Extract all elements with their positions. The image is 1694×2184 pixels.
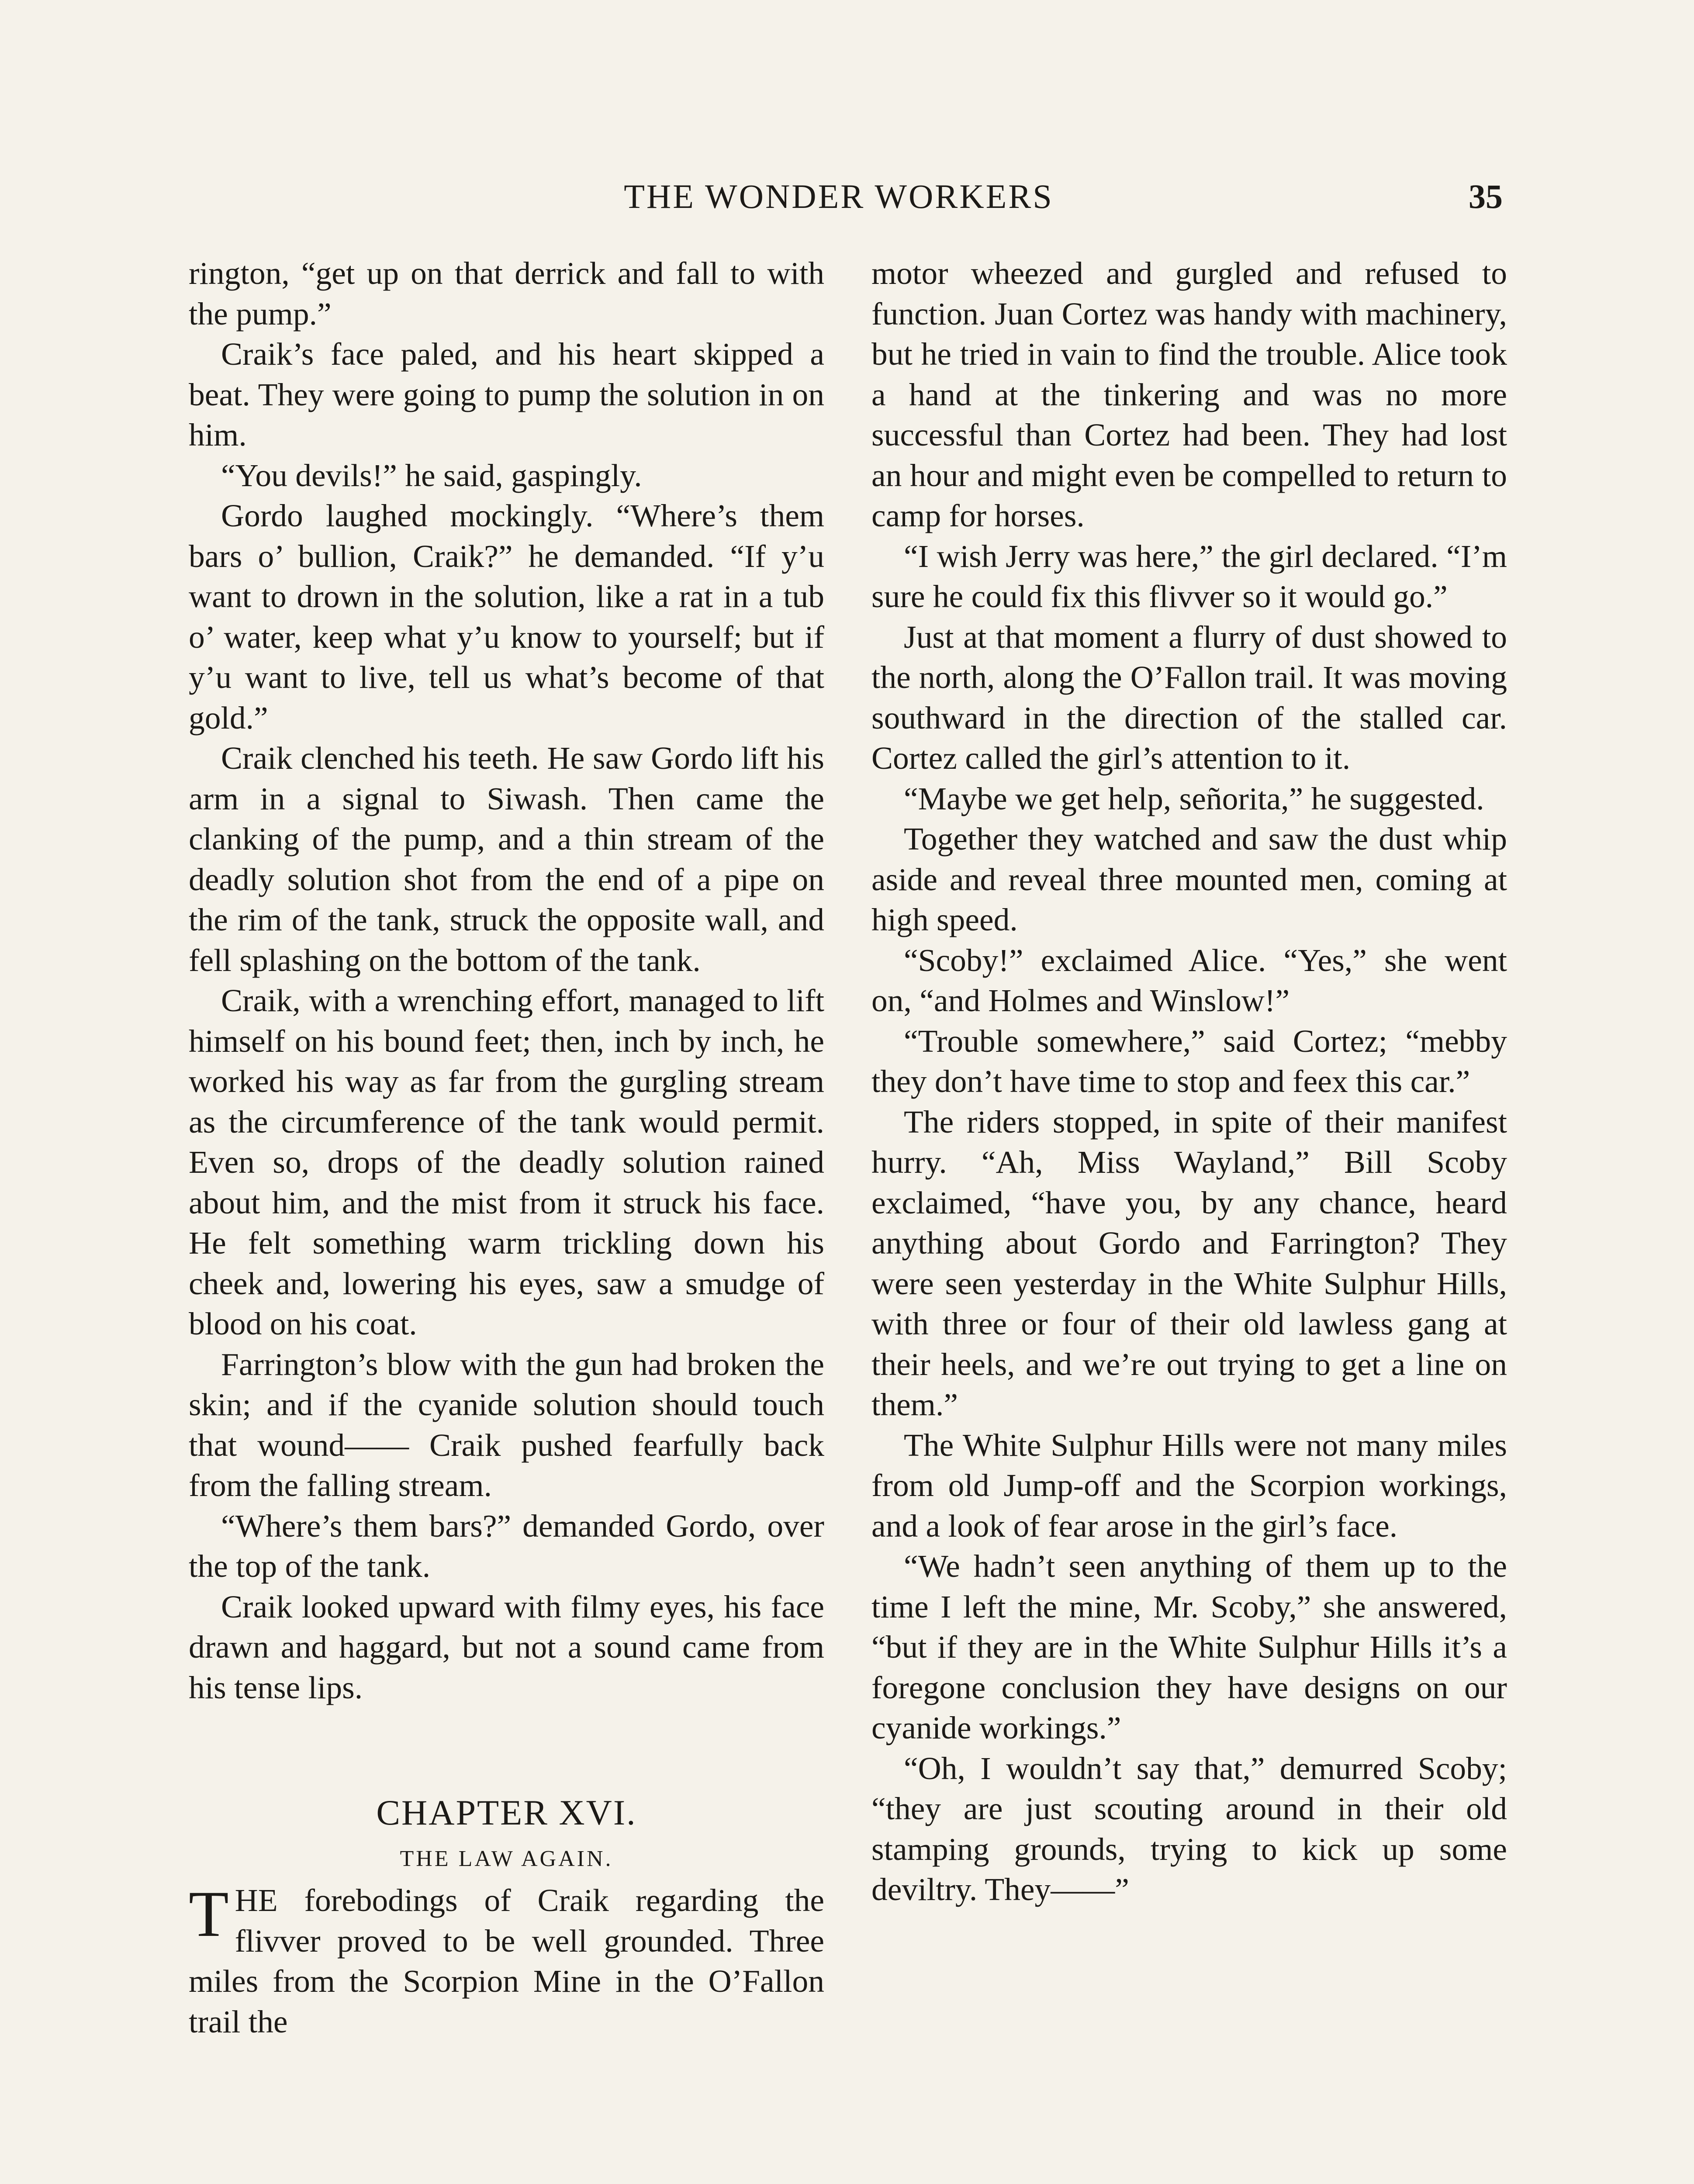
paragraph: Just at that moment a flurry of dust showed to the north, along the O’Fallon trail. It was moving southward in the direction of the stalled car. Cortez called the girl’s attention to it. [871, 619, 1507, 776]
chapter-subtitle: THE LAW AGAIN. [400, 1846, 613, 1871]
paragraph: Together they watched and saw the dust whip aside and reveal three mounted men, coming at high speed. [871, 821, 1507, 937]
paragraph: Gordo laughed mockingly. “Where’s them bars o’ bullion, Craik?” he demanded. “If y’u want to drown in the solution, like a rat in a tub o’ water, keep what y’u know to yourself; but if y’u want to live, tell us what’s become of that gold.” [189, 498, 824, 736]
paragraph: Craik clenched his teeth. He saw Gordo lift his arm in a signal to Siwash. Then came the clanking of the pump, and a thin stream of the deadly solution shot from the end of a pipe on the rim of the tank, struck the opposite wall, and fell splashing on the bottom of the tank. [189, 740, 824, 978]
running-head [175, 177, 1503, 225]
paragraph: Farrington’s blow with the gun had broken the skin; and if the cyanide solution should touch that wound—— Craik pushed fearfully back from the falling stream. [189, 1346, 824, 1503]
paragraph: “You devils!” he said, gaspingly. [221, 457, 642, 493]
paragraph: rington, “get up on that derrick and fall to with the pump.” [189, 256, 824, 332]
left-column [189, 253, 824, 2042]
paragraph: Craik looked upward with filmy eyes, his face drawn and haggard, but not a sound came from his tense lips. [189, 1589, 824, 1705]
chapter-opening-paragraph [189, 1880, 824, 2042]
paragraph: “Where’s them bars?” demanded Gordo, over the top of the tank. [189, 1508, 824, 1584]
paragraph: “Maybe we get help, señorita,” he suggested. [904, 781, 1484, 816]
paragraph: Craik’s face paled, and his heart skipped a beat. They were going to pump the solution in on him. [189, 336, 824, 453]
paragraph: “I wish Jerry was here,” the girl declared. “I’m sure he could fix this flivver so it would go.” [871, 538, 1507, 614]
paragraph: motor wheezed and gurgled and refused to function. Juan Cortez was handy with machinery, but he tried in vain to find the trouble. Alice took a hand at the tinkering and was no more successful than Cortez had been. They had lost an hour and might even be compelled to return to camp for horses. [871, 256, 1507, 533]
chapter-block [189, 1789, 824, 1879]
paragraph: “We hadn’t seen anything of them up to the time I left the mine, Mr. Scoby,” she answered, “but if they are in the White Sulphur Hills it’s a foregone conclusion they have designs on our cyanide workings.” [871, 1548, 1507, 1745]
paragraph: “Scoby!” exclaimed Alice. “Yes,” she went on, “and Holmes and Winslow!” [871, 942, 1507, 1018]
paragraph: “Oh, I wouldn’t say that,” demurred Scoby; “they are just scouting around in their old stamping grounds, trying to kick up some deviltry. They——” [871, 1750, 1507, 1907]
drop-cap: T [189, 1878, 229, 1950]
chapter-opening-text: HE forebodings of Craik regarding the flivver proved to be well grounded. Three miles from the Scorpion Mine in the O’Fallon trail the [189, 1883, 824, 2039]
page-number: 35 [1469, 177, 1503, 215]
paragraph: Craik, with a wrenching effort, managed to lift himself on his bound feet; then, inch by inch, he worked his way as far from the gurgling stream as the circumference of the tank would permit. Even so, drops of the deadly solution rained about him, and the mist from it struck his face. He felt something warm trickling down his cheek and, lowering his eyes, saw a smudge of blood on his coat. [189, 983, 824, 1341]
right-column [871, 253, 1507, 1910]
paragraph: “Trouble somewhere,” said Cortez; “mebby they don’t have time to stop and feex this car.” [871, 1023, 1507, 1099]
running-title: THE WONDER WORKERS [624, 177, 1054, 215]
paragraph: The riders stopped, in spite of their manifest hurry. “Ah, Miss Wayland,” Bill Scoby exclaimed, “have you, by any chance, heard anything about Gordo and Farrington? They were seen yesterday in the White Sulphur Hills, with three or four of their old lawless gang at their heels, and we’re out trying to get a line on them.” [871, 1104, 1507, 1422]
paragraph: The White Sulphur Hills were not many miles from old Jump-off and the Scorpion workings, and a look of fear arose in the girl’s face. [871, 1427, 1507, 1544]
chapter-heading: CHAPTER XVI. [376, 1793, 637, 1832]
